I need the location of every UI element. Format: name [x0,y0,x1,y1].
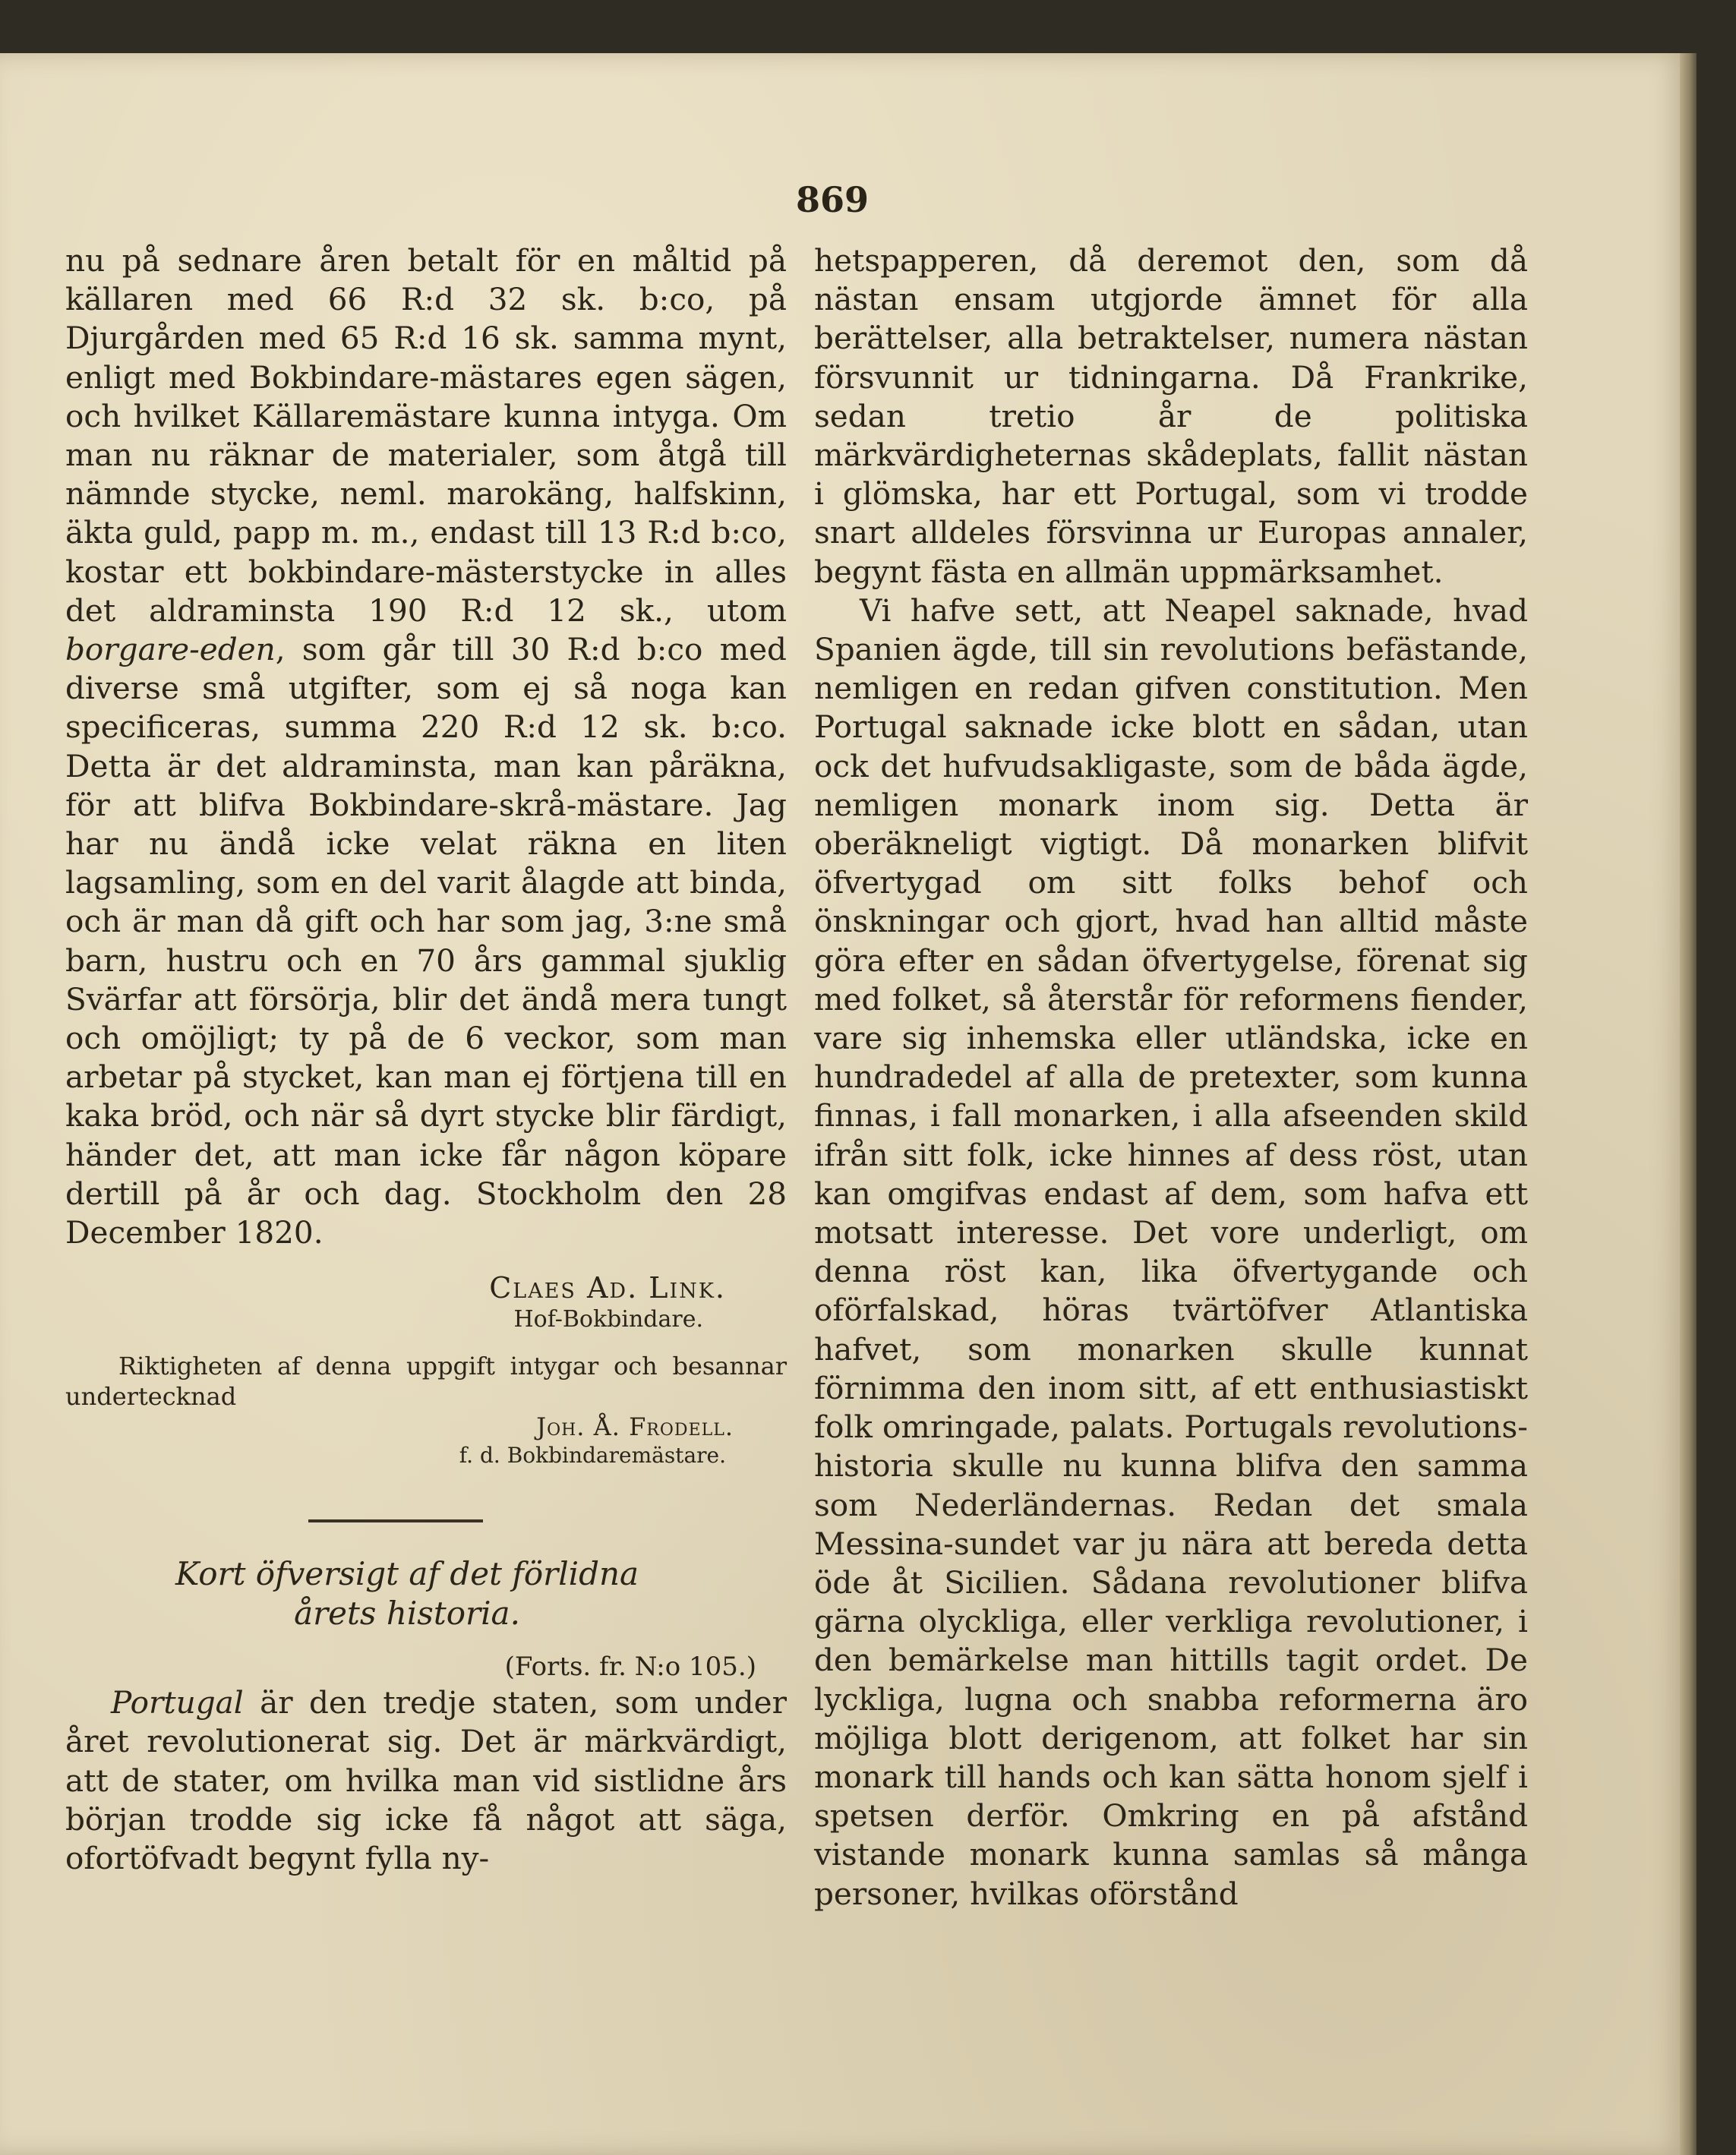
certificate [65,1351,787,1469]
continuation-reference: (Forts. fr. N:o 105.) [504,1652,756,1683]
paragraph: Vi hafve sett, att Neapel saknade, hvad Spanien ägde, till sin revolutions befästande, nemligen en redan gifven constitution. Men Portugal saknade icke blott en sådan, utan ock det hufvudsakligaste, som de båda ägde, nemligen monark inom sig. Detta är oberäkneligt vigtigt. Då monarken blifvit öfvertygad om sitt folks behof och önskningar och gjort, hvad han alltid måste göra efter en sådan öfvertygelse, förenat sig med folket, så återstår för reformens fiender, vare sig inhemska eller utländska, icke en hundradedel af alla de pretexter, som kunna finnas, i fall monarken, i alla afseenden skild ifrån sitt folk, icke hinnes af dess röst, utan kan omgifvas endast af dem, som hafva ett motsatt interesse. Det vore underligt, om denna röst kan, lika öfvertygande och oförfalskad, höras tvärtöfver Atlantiska hafvet, som monarken skulle kunnat förnimma den inom sitt, af ett enthusiastiskt folk omringade, palats. Portugals revolutions-historia skulle nu kunna blifva den samma som Nederländernas. Redan det smala Messina-sundet var ju nära att bereda detta öde åt Sicilien. Sådana revolutioner blifva gärna olyckliga, eller verkliga revolutioner, i den bemärkelse man hittills tagit ordet. De lyckliga, lugna och snabba reformerna äro möjliga blott derigenom, att folket har sin monark till hands och kan sätta honom sjelf i spetsen derför. Omkring en på afstånd vistande monark kunna samlas så många personer, hvilkas oförstånd [814,592,1528,1912]
paragraph-text: nu på sednare åren betalt för en måltid på källaren med 66 R:d 32 sk. b:co, på Djurgården med 65 R:d 16 sk. samma mynt, enligt med Bokbindare-mästares egen sägen, och hvilket Källaremästare kunna intyga. Om man nu räknar de materialer, som åtgå till nämnde stycke, neml. marokäng, halfskinn, äkta guld, papp m. m., endast till 13 R:d b:co, kostar ett bokbindare-mästerstycke in alles det aldraminsta 190 R:d 12 sk., utom [65,242,787,629]
italic-term: borgare-eden [65,631,276,668]
paragraph [65,1683,787,1878]
heading-line: Kort öfversigt af det förlidna [175,1555,639,1593]
section-heading [141,1554,673,1633]
signature-name: Claes Ad. Link. [489,1271,726,1305]
left-column [65,241,787,1878]
paragraph-text: , som går till 30 R:d b:co med diverse små utgifter, som ej så noga kan specificeras, summa 220 R:d 12 sk. b:co. Detta är det aldraminsta, man kan påräkna, för att blifva Bokbindare-skrå-mästare. Jag har nu ändå icke velat räkna en liten lagsamling, som en del varit ålagde att binda, och är man då gift och har som jag, 3:ne små barn, hustru och en 70 års gammal sjuklig Svärfar att försörja, blir det ändå mera tungt och omöjligt; ty på de 6 veckor, som man arbetar på stycket, kan man ej förtjena till en kaka bröd, och när så dyrt stycke blir färdigt, händer det, att man icke får någon köpare dertill på år och dag. Stockholm den 28 December 1820. [65,631,787,1251]
paragraph [65,241,787,1252]
certificate-signer [65,1412,787,1442]
certificate-name: Joh. Å. Frodell. [536,1412,734,1442]
certificate-title: f. d. Bokbindaremästare. [459,1443,726,1469]
page-number: 869 [795,179,870,220]
certificate-text: Riktigheten af denna uppgift intygar och besannar undertecknad [65,1352,787,1412]
signature-title: Hof-Bokbindare. [513,1306,703,1333]
right-column [814,241,1528,1914]
section-divider [308,1519,483,1522]
paragraph-text: är den tredje staten, som under året revolutionerat sig. Det är märkvärdigt, att de stater, om hvilka man vid sistlidne års början trodde sig icke få något att säga, ofortöfvadt begynt fylla ny- [65,1684,787,1877]
heading-line: årets historia. [294,1595,520,1633]
page-edge [1680,53,1697,2155]
lead-word: Portugal [111,1684,244,1721]
paragraph: hetspapperen, då deremot den, som då nästan ensam utgjorde ämnet för alla berättelser, alla betraktelser, numera nästan försvunnit ur tidningarna. Då Frankrike, sedan tretio år de politiska märkvärdigheternas skådeplats, fallit nästan i glömska, har ett Portugal, som vi trodde snart alldeles försvinna ur Europas annaler, begynt fästa en allmän uppmärksamhet. [814,242,1528,590]
